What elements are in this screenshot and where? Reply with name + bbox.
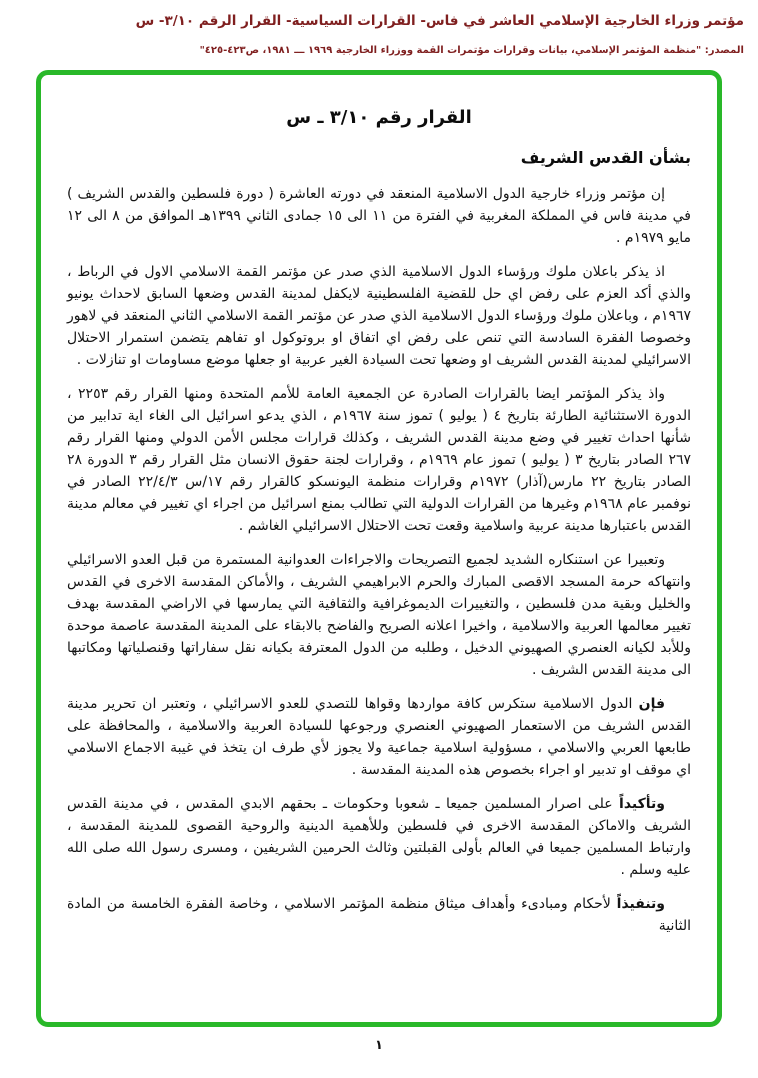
paragraph-recalling-summits xyxy=(67,261,691,371)
paragraph-preamble xyxy=(67,183,691,249)
paragraph-text: إن مؤتمر وزراء خارجية الدول الاسلامية المنعقد في دورته العاشرة ( دورة فلسطين والقدس الشريف ) في مدينة فاس في المملكة المغربية في الفترة من ١١ الى ١٥ جمادى الثاني ١٣٩٩هـ الموافق من ٨ الى ١٢ مايو ١٩٧٩م . xyxy=(67,185,692,246)
resolution-box xyxy=(36,70,722,1027)
paragraph-lead: وتأكيداً xyxy=(619,795,665,812)
paragraph-recalling-un-resolutions xyxy=(67,383,691,537)
page-footer xyxy=(0,1034,758,1053)
header-source-citation: المصدر: "منظمة المؤتمر الإسلامي، بيانات وقرارات مؤتمرات القمة ووزراء الخارجية ١٩٦٩ ـــ ١٩٨١، ص٤٢٣-٤٢٥" xyxy=(199,44,744,56)
paragraph-text: على اصرار المسلمين جميعا ـ شعوبا وحكومات ـ بحقهم الابدي المقدس ، في مدينة القدس الشريف والاماكن المقدسة الاخرى في فلسطين وللأهمية الدينية والروحية القصوى للمدينة المقدسة ، وارتباط المسلمين جميعا في العالم بأولى القبلتين وثالث الحرمين الشريفين ، ومسرى رسول الله صلى الله عليه وسلم . xyxy=(67,795,691,878)
paragraph-text: واذ يذكر المؤتمر ايضا بالقرارات الصادرة عن الجمعية العامة للأمم المتحدة ومنها القرار رقم ٢٢٥٣ ، الدورة الاستثنائية الطارئة بتاريخ ٤ ( يوليو ) تموز سنة ١٩٦٧م ، الذي يدعو اسرائيل الى الغاء اية تدابير من شأنها احداث تغيير في وضع مدينة القدس الشريف ، وكذلك قرارات مجلس الأمن الدولي ومنها القرار رقم ٢٦٧ الصادر بتاريخ ٣ ( يوليو ) تموز عام ١٩٦٩م ، وقرارات لجنة حقوق الانسان مثل القرار رقم ٣ الدورة ٢٨ الصادر بتاريخ ٢٢ مارس(آذار) ١٩٧٢م وقرارات منظمة اليونسكو كالقرار رقم ١٧/س ٢٢/٤/٣ الصادر في نوفمبر عام ١٩٦٨م وغيرها من القرارات الدولية التي تطالب بمنع اسرائيل من اجراء اي تغيير في معالم مدينة القدس باعتبارها مدينة عربية واسلامية وقعت تحت الاحتلال الاسرائيلي الغاشم . xyxy=(67,385,692,534)
paragraph-lead: فإن xyxy=(638,695,665,712)
header-title: مؤتمر وزراء الخارجية الإسلامي العاشر في فاس- القرارات السياسية- القرار الرقم ٣/١٠- س xyxy=(135,13,744,29)
paragraph-condemnation xyxy=(67,549,691,681)
paragraph-text: الدول الاسلامية ستكرس كافة مواردها وقواها للتصدي للعدو الاسرائيلي ، وتعتبر ان تحرير مدينة القدس الشريف من الاستعمار الصهيوني العنصري ورجوعها للسيادة العربية والاسلامية ، والمحافظة على طابعها العربي والاسلامي ، مسؤولية اسلامية جماعية ولا يجوز لأي طرف ان يتخذ في غيبة الاجماع الاسلامي اي موقف او تدبير او اجراء بخصوص هذه المدينة المقدسة . xyxy=(67,695,691,778)
paragraph-lead: وتنفيذاً xyxy=(616,895,665,912)
document-header xyxy=(0,0,758,57)
paragraph-implementation xyxy=(67,893,691,937)
resolution-title: القرار رقم ٣/١٠ ـ س xyxy=(286,106,472,128)
page-number: ١ xyxy=(375,1037,383,1053)
paragraph-text: وتعبيرا عن استنكاره الشديد لجميع التصريحات والاجراءات العدوانية المستمرة من قبل العدو الاسرائيلي وانتهاكه حرمة المسجد الاقصى المبارك والحرم الابراهيمي الشريف ، والأماكن المقدسة الاخرى في القدس والخليل وبقية مدن فلسطين ، والتغييرات الديموغرافية والثقافية التي يمارسها في الاراضي المقدسة بهدف تغيير معالمها العربية والاسلامية ، واخيرا اعلانه الصريح والفاضح بالابقاء على المدينة المقدسة عاصمة موحدة وللأبد لكيانه العنصري الصهيوني الدخيل ، وطلبه من الدول المعترفة بكيانه نقل سفاراتها وقنصلياتها ومكاتبها الى مدينة القدس الشريف . xyxy=(67,551,691,678)
paragraph-affirmation xyxy=(67,793,691,881)
paragraph-commitment xyxy=(67,693,691,781)
paragraph-text: لأحكام ومبادىء وأهداف ميثاق منظمة المؤتمر الاسلامي ، وخاصة الفقرة الخامسة من المادة الثانية xyxy=(67,895,691,934)
paragraph-text: اذ يذكر باعلان ملوك ورؤساء الدول الاسلامية الذي صدر عن مؤتمر القمة الاسلامي الاول في الرباط ، والذي أكد العزم على رفض اي حل للقضية الفلسطينية لايكفل لمدينة القدس وضعها السابق لاحداث يونيو ١٩٦٧م ، وباعلان ملوك ورؤساء الدول الاسلامية الذي صدر عن مؤتمر القمة الاسلامي الثاني المنعقد في لاهور وخصوصا الفقرة السادسة التي تنص على رفض اي اتفاق او بروتوكول او تفاهم يتضمن استمرار الاحتلال الاسرائيلي لمدينة القدس الشريف او وضعها تحت السيادة الغير عربية او جعلها موضع مساومات او تنازلات . xyxy=(67,263,691,368)
resolution-subject: بشأن القدس الشريف xyxy=(520,147,691,167)
